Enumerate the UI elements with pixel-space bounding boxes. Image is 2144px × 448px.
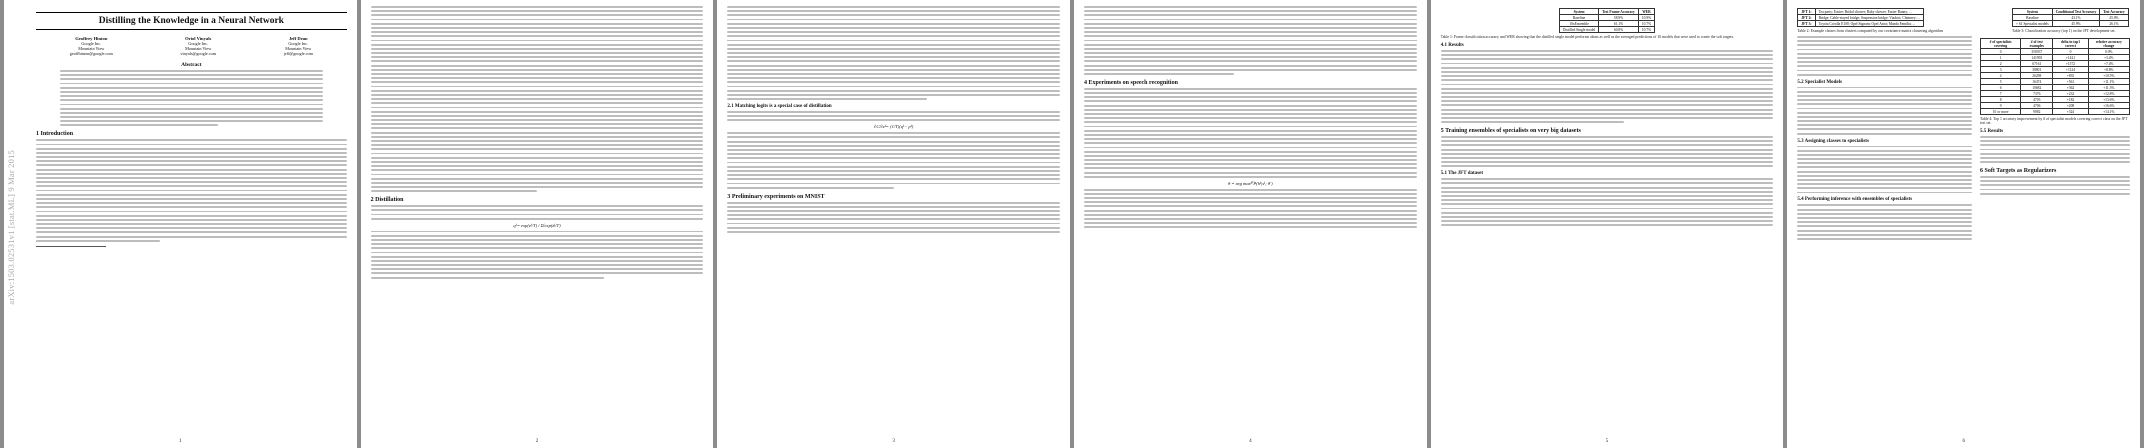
arxiv-stamp: arXiv:1503.02531v1 [stat.ML] 9 Mar 2015 bbox=[6, 150, 16, 305]
section-distillation: 2 Distillation bbox=[370, 197, 404, 204]
section-jft: 5.1 The JFT dataset bbox=[1440, 171, 1484, 177]
page-3 bbox=[717, 0, 1070, 448]
equation-2: ∂C/∂z i = (1/T)(q i − p i ) bbox=[874, 124, 914, 130]
section-specialist-models: 5.2 Specialist Models bbox=[1797, 79, 1842, 85]
table-1: System Test Frame Accuracy WER Baseline 58.9% 10.9% 10xEnsemble 61.1% 10.7% Distilled Single model 60.8% 10.7% bbox=[1559, 8, 1655, 33]
equation-3: θ = arg max θ' P(h t |s t ; θ') bbox=[1228, 180, 1273, 186]
page6-text-left bbox=[1797, 36, 1972, 76]
distillation-text-2 bbox=[371, 231, 704, 279]
abstract-heading: Abstract bbox=[181, 62, 202, 68]
page-1 bbox=[4, 0, 357, 448]
page-number: 2 bbox=[535, 439, 539, 444]
section-mnist: 3 Preliminary experiments on MNIST bbox=[727, 193, 825, 200]
page-number: 6 bbox=[1962, 439, 1965, 444]
table-2: JFT 1: Tea party; Easter; Bridal shower; Baby shower; Easter Bunny; ... JFT 2: Bridge; Cable-stayed bridge; Suspension bridge; Viaduct; Chimney; ... JFT 3: Toyota Corolla E100; Opel Signum; Opel Astra; Mazda Familia; ... bbox=[1797, 8, 1924, 27]
specialists-text bbox=[1441, 136, 1774, 167]
spec-models-text bbox=[1797, 87, 1972, 135]
intro-text bbox=[36, 139, 347, 241]
section-introduction: 1 Introduction bbox=[36, 131, 74, 138]
section-results-2: 5.5 Results bbox=[1980, 129, 2004, 134]
matching-text-2 bbox=[727, 132, 1060, 188]
section-specialists: 5 Training ensembles of specialists on very big datasets bbox=[1440, 128, 1581, 135]
page-number: 4 bbox=[1249, 439, 1252, 444]
speech-text bbox=[1084, 88, 1417, 178]
author-3: Jeff Dean Google Inc. Mountain View jeff@google.com bbox=[283, 36, 313, 56]
author-1: Geoffrey Hinton Google Inc. Mountain View geoffhinton@google.com bbox=[69, 36, 113, 56]
soft-targets-text bbox=[1980, 176, 2130, 195]
section-results: 4.1 Results bbox=[1440, 43, 1464, 48]
table-3-caption: Table 3: Classification accuracy (top 1) on the JFT development set. bbox=[2012, 29, 2116, 33]
distillation-text bbox=[371, 205, 704, 219]
table-1-caption: Table 1: Frame classification accuracy and WER showing that the distilled single model performs about as well as the averaged predictions of 10 models that were used to create the soft targets. bbox=[1440, 35, 1735, 39]
page-2 bbox=[361, 0, 714, 448]
assign-text bbox=[1797, 146, 1972, 194]
section-speech: 4 Experiments on speech recognition bbox=[1084, 79, 1178, 86]
paper-title: Distilling the Knowledge in a Neural Network bbox=[36, 12, 347, 30]
matching-text bbox=[727, 111, 1060, 121]
page-number: 1 bbox=[179, 439, 182, 444]
table-3: System Conditional Test Accuracy Test Accuracy Baseline 43.1% 25.0% + 61 Specialist models 45.9% 26.1% bbox=[2012, 8, 2129, 27]
footnote-rule bbox=[36, 246, 106, 247]
equation-1: q i = exp(z i /T) / Σ j exp(z j /T) bbox=[513, 222, 561, 228]
speech-text-2 bbox=[1084, 189, 1417, 229]
section-inference: 5.4 Performing inference with ensembles of specialists bbox=[1797, 197, 1913, 203]
section-matching-logits: 2.1 Matching logits is a special case of distillation bbox=[727, 104, 832, 110]
page-6 bbox=[1787, 0, 2140, 448]
table-4: # of specialists covering # of test examples delta in top1 correct relative accuracy change 0 350037 0 0.0% 1 141993 +1421 +3.4% 2 67161 +1572 +7.4% 3 38801 +1124 +8.8% 4 26298 +835 +10.5% 5 16474 +561 +11.1% 6 10682 +362 +11.3% 7 7376 +232 +12.8% 8 4703 +182 +13.6% 9 4706 +208 +16.6% 10 or more 9082 +324 +14.1% bbox=[1980, 38, 2130, 115]
results2-text bbox=[1980, 136, 2130, 163]
page2-text-top bbox=[371, 6, 704, 192]
page4-text-top bbox=[1084, 6, 1417, 75]
page-5 bbox=[1431, 0, 1784, 448]
page-4 bbox=[1074, 0, 1427, 448]
mnist-text bbox=[727, 202, 1060, 233]
page-number: 5 bbox=[1605, 439, 1609, 444]
table-2-caption: Table 2: Example classes from clusters computed by our covariance matrix clustering algorithm bbox=[1797, 29, 1944, 33]
jft-text bbox=[1441, 178, 1774, 226]
author-2: Oriol Vinyals Google Inc. Mountain View vinyals@google.com bbox=[180, 36, 216, 56]
section-soft-targets: 6 Soft Targets as Regularizers bbox=[1980, 168, 2057, 175]
table-4-caption: Table 4: Top 1 accuracy improvement by # of specialist models covering correct class on the JFT test set. bbox=[1980, 117, 2128, 125]
results-text bbox=[1441, 50, 1774, 123]
inference-text bbox=[1797, 204, 1972, 239]
abstract-text bbox=[36, 70, 347, 126]
page3-text-top bbox=[727, 6, 1060, 100]
section-assigning: 5.3 Assigning classes to specialists bbox=[1797, 138, 1869, 144]
page-number: 3 bbox=[892, 439, 895, 444]
author-block bbox=[36, 36, 347, 56]
